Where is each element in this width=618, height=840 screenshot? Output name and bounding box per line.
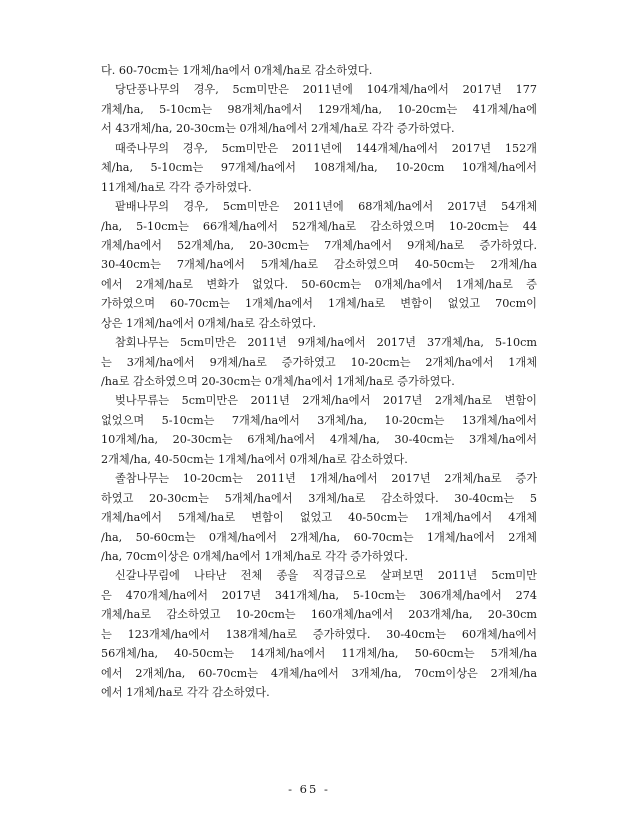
text-line: 11개체/ha로 각각 증가하였다.	[101, 180, 252, 194]
text-line: 개체/ha로 감소하였고 10-20cm는 160개체/ha에서 203개체/ha, 20-30cm	[101, 608, 537, 622]
text-line: 은 470개체/ha에서 2017년 341개체/ha, 5-10cm는 306개체/ha에서 274	[101, 588, 537, 602]
body-text	[101, 61, 537, 702]
text-line: 개체/ha에서 5개체/ha로 변함이 없었고 40-50cm는 1개체/ha에서 4개체	[101, 511, 537, 525]
text-line: 당단풍나무의 경우, 5cm미만은 2011년에 104개체/ha에서 2017년 177	[115, 83, 537, 97]
text-line: /ha, 50-60cm는 0개체/ha에서 2개체/ha, 60-70cm는 1개체/ha에서 2개체	[101, 530, 537, 544]
page-number: - 65 -	[288, 782, 330, 796]
text-line: /ha, 70cm이상은 0개체/ha에서 1개체/ha로 각각 증가하였다.	[101, 549, 408, 563]
text-line: 에서 2개체/ha로 변화가 없었다. 50-60cm는 0개체/ha에서 1개체/ha로 증	[101, 277, 537, 291]
text-line: 에서 2개체/ha, 60-70cm는 4개체/ha에서 3개체/ha, 70cm이상은 2개체/ha	[101, 666, 537, 680]
text-line: 체/ha, 5-10cm는 97개체/ha에서 108개체/ha, 10-20cm 10개체/ha에서	[101, 161, 537, 175]
text-line: 벚나무류는 5cm미만은 2011년 2개체/ha에서 2017년 2개체/ha로 변함이	[115, 394, 537, 408]
text-line: 하였고 20-30cm는 5개체/ha에서 3개체/ha로 감소하였다. 30-40cm는 5	[101, 491, 537, 505]
text-line: 상은 1개체/ha에서 0개체/ha로 감소하였다.	[101, 316, 317, 330]
text-line: 에서 1개체/ha로 각각 감소하였다.	[101, 686, 270, 699]
text-line: 서 43개체/ha, 20-30cm는 0개체/ha에서 2개체/ha로 각각 증가하였다.	[101, 122, 455, 136]
text-line: 없었으며 5-10cm는 7개체/ha에서 3개체/ha, 10-20cm는 13개체/ha에서	[101, 413, 537, 427]
text-line: 56개체/ha, 40-50cm는 14개체/ha에서 11개체/ha, 50-60cm는 5개체/ha	[101, 647, 537, 661]
text-line: /ha로 감소하였으며 20-30cm는 0개체/ha에서 1개체/ha로 증가하였다.	[101, 375, 455, 388]
text-line: 는 123개체/ha에서 138개체/ha로 증가하였다. 30-40cm는 60개체/ha에서	[101, 627, 537, 641]
text-line: 개체/ha, 5-10cm는 98개체/ha에서 129개체/ha, 10-20cm는 41개체/ha에	[101, 102, 537, 116]
text-line: 2개체/ha, 40-50cm는 1개체/ha에서 0개체/ha로 감소하였다.	[101, 452, 408, 466]
text-line: 때죽나무의 경우, 5cm미만은 2011년에 144개체/ha에서 2017년 152개	[115, 141, 537, 155]
text-line: 신갈나무림에 나타난 전체 종을 직경급으로 살펴보면 2011년 5cm미만	[115, 569, 537, 583]
text-line: 가하였으며 60-70cm는 1개체/ha에서 1개체/ha로 변함이 없었고 70cm이	[101, 297, 537, 311]
text-line: 참회나무는 5cm미만은 2011년 9개체/ha에서 2017년 37개체/ha, 5-10cm	[115, 336, 537, 350]
text-line: 10개체/ha, 20-30cm는 6개체/ha에서 4개체/ha, 30-40cm는 3개체/ha에서	[101, 433, 537, 447]
text-line: /ha, 5-10cm는 66개체/ha에서 52개체/ha로 감소하였으며 10-20cm는 44	[101, 219, 537, 233]
text-line: 졸참나무는 10-20cm는 2011년 1개체/ha에서 2017년 2개체/ha로 증가	[115, 472, 537, 486]
text-line: 팥배나무의 경우, 5cm미만은 2011년에 68개체/ha에서 2017년 54개체	[115, 200, 537, 214]
text-line: 다. 60-70cm는 1개체/ha에서 0개체/ha로 감소하였다.	[101, 64, 373, 77]
text-line: 30-40cm는 7개체/ha에서 5개체/ha로 감소하였으며 40-50cm는 2개체/ha	[101, 258, 537, 272]
text-line: 는 3개체/ha에서 9개체/ha로 증가하였고 10-20cm는 2개체/ha에서 1개체	[101, 355, 537, 369]
text-line: 개체/ha에서 52개체/ha, 20-30cm는 7개체/ha에서 9개체/ha로 증가하였다.	[101, 238, 537, 252]
